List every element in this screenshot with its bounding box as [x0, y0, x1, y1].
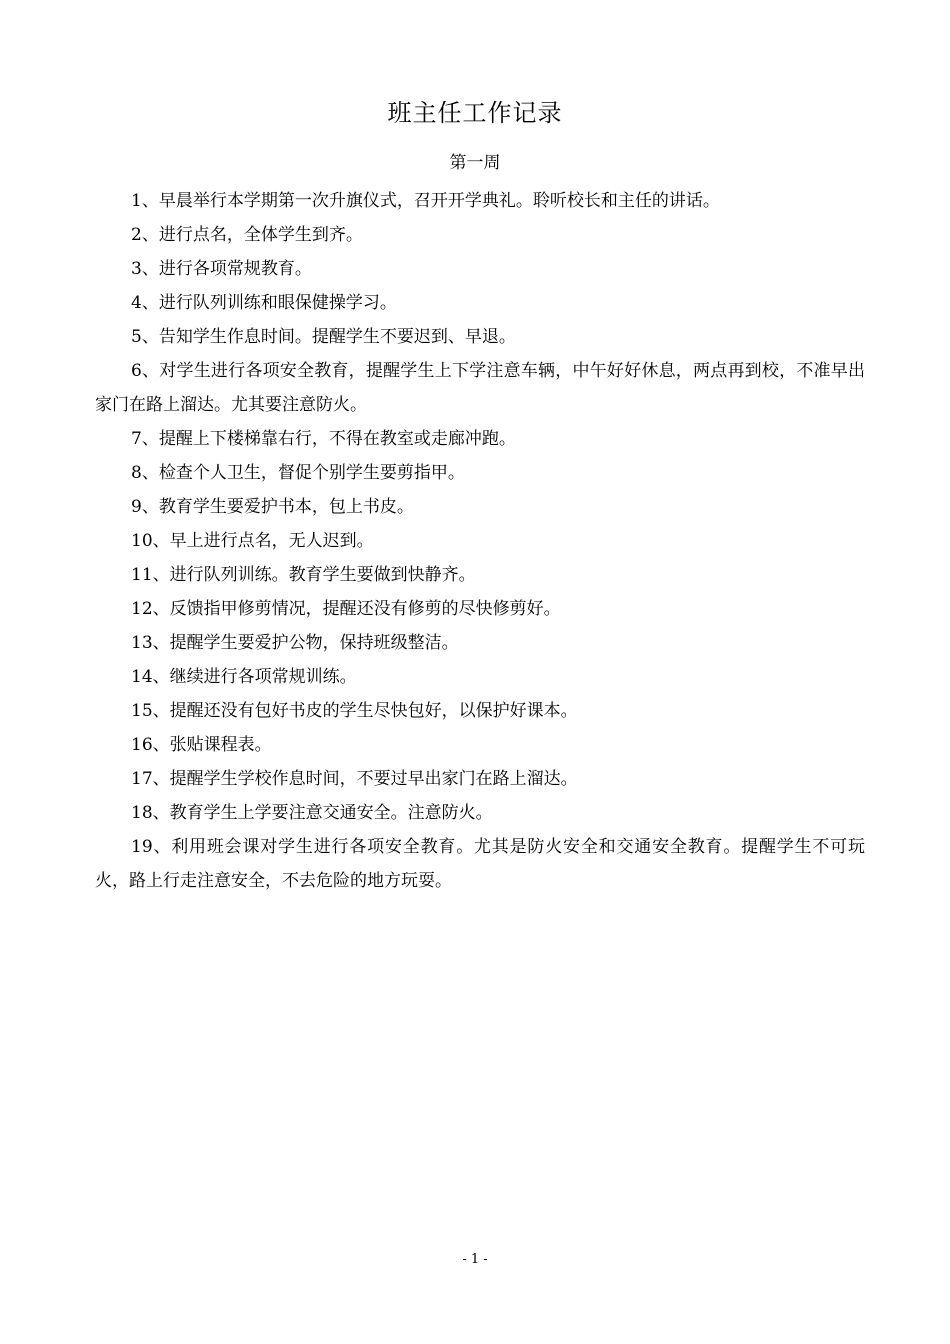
record-list [95, 184, 865, 898]
record-item-10: 10、早上进行点名，无人迟到。 [131, 531, 374, 551]
record-item-12: 12、反馈指甲修剪情况，提醒还没有修剪的尽快修剪好。 [131, 599, 561, 619]
record-item-17: 17、提醒学生学校作息时间，不要过早出家门在路上溜达。 [131, 769, 578, 789]
record-item-11: 11、进行队列训练。教育学生要做到快静齐。 [131, 565, 476, 585]
record-item-7: 7、提醒上下楼梯靠右行，不得在教室或走廊冲跑。 [131, 429, 516, 449]
record-item-15: 15、提醒还没有包好书皮的学生尽快包好，以保护好课本。 [131, 701, 578, 721]
record-item-5: 5、告知学生作息时间。提醒学生不要迟到、早退。 [131, 327, 516, 347]
record-item-1: 1、早晨举行本学期第一次升旗仪式，召开开学典礼。聆听校长和主任的讲话。 [131, 191, 720, 211]
record-item-19: 19、利用班会课对学生进行各项安全教育。尤其是防火安全和交通安全教育。提醒学生不可玩火，路上行走注意安全，不去危险的地方玩耍。 [95, 837, 865, 891]
record-item-4: 4、进行队列训练和眼保健操学习。 [131, 293, 397, 313]
week-heading: 第一周 [449, 153, 501, 173]
page-number: - 1 - [462, 1252, 488, 1267]
record-item-8: 8、检查个人卫生，督促个别学生要剪指甲。 [131, 463, 465, 483]
record-item-9: 9、教育学生要爱护书本，包上书皮。 [131, 497, 414, 517]
record-item-3: 3、进行各项常规教育。 [131, 259, 312, 279]
record-item-14: 14、继续进行各项常规训练。 [131, 667, 357, 687]
record-item-16: 16、张贴课程表。 [131, 735, 272, 755]
document-title: 班主任工作记录 [387, 99, 563, 127]
record-item-13: 13、提醒学生要爱护公物，保持班级整洁。 [131, 633, 459, 653]
record-item-6: 6、对学生进行各项安全教育，提醒学生上下学注意车辆，中午好好休息，两点再到校，不准早出家门在路上溜达。尤其要注意防火。 [95, 361, 865, 415]
record-item-2: 2、进行点名，全体学生到齐。 [131, 225, 363, 245]
record-item-18: 18、教育学生上学要注意交通安全。注意防火。 [131, 803, 493, 823]
